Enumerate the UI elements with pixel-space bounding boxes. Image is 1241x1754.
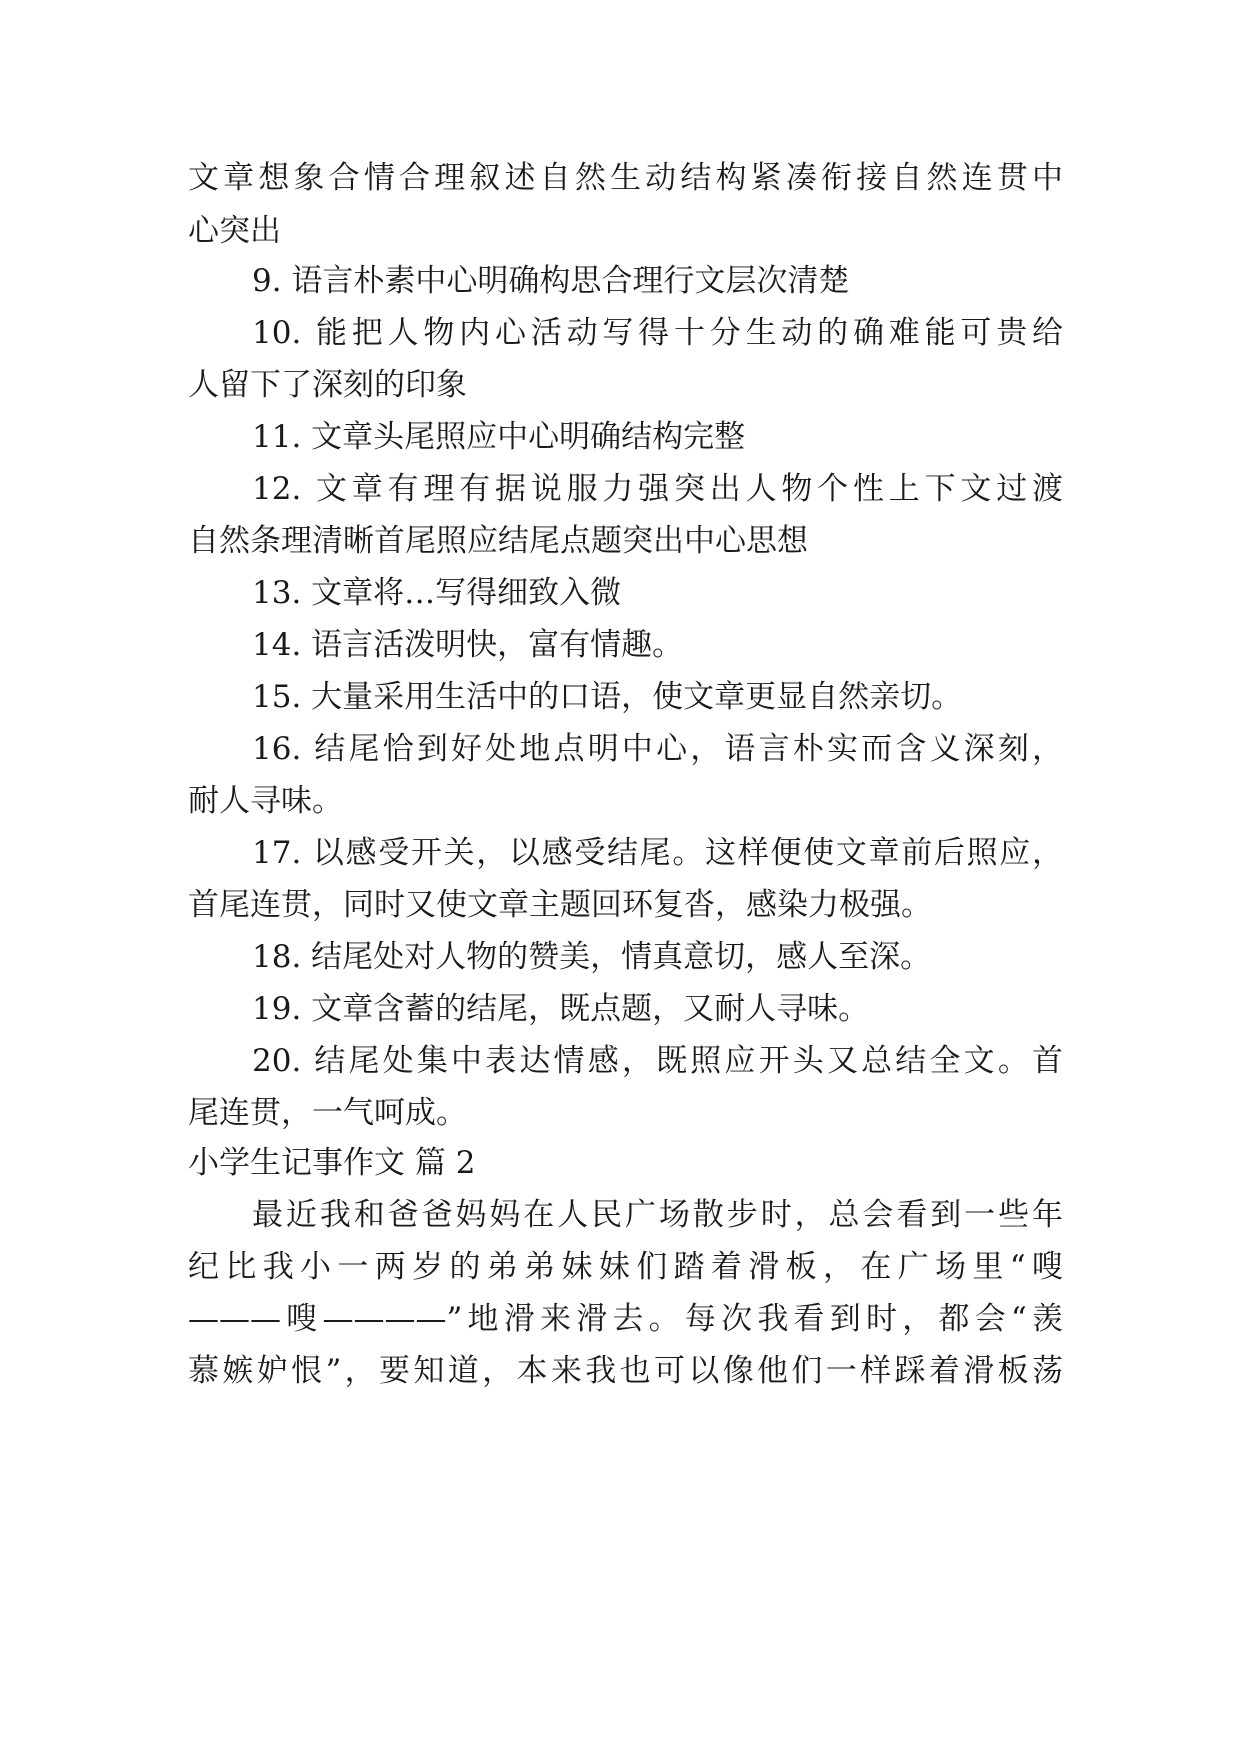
text-line: 自然条理清晰首尾照应结尾点题突出中心思想	[188, 523, 808, 559]
text-line: 尾连贯，一气呵成。	[188, 1095, 467, 1131]
list-item-15: 15. 大量采用生活中的口语，使文章更显自然亲切。	[252, 679, 963, 715]
list-item-20: 20. 结尾处集中表达情感，既照应开头又总结全文。首	[252, 1043, 1063, 1079]
list-item-11: 11. 文章头尾照应中心明确结构完整	[252, 419, 746, 455]
list-item-16: 16. 结尾恰到好处地点明中心，语言朴实而含义深刻，	[252, 731, 1063, 767]
list-item-19: 19. 文章含蓄的结尾，既点题，又耐人寻味。	[252, 991, 870, 1027]
paragraph-line: 纪比我小一两岁的弟弟妹妹们踏着滑板，在广场里“嗖	[188, 1249, 1063, 1285]
text-line: 心突出	[188, 213, 281, 249]
list-item-10: 10. 能把人物内心活动写得十分生动的确难能可贵给	[252, 315, 1063, 351]
text-line: 人留下了深刻的印象	[188, 367, 467, 403]
list-item-9: 9. 语言朴素中心明确构思合理行文层次清楚	[252, 263, 850, 299]
text-line: 耐人寻味。	[188, 783, 343, 819]
paragraph-line: 慕嫉妒恨”，要知道，本来我也可以像他们一样踩着滑板荡	[188, 1353, 1063, 1389]
text-line: 首尾连贯，同时又使文章主题回环复沓，感染力极强。	[188, 887, 932, 923]
list-item-18: 18. 结尾处对人物的赞美，情真意切，感人至深。	[252, 939, 932, 975]
list-item-14: 14. 语言活泼明快，富有情趣。	[252, 627, 684, 663]
list-item-13: 13. 文章将…写得细致入微	[252, 575, 622, 611]
list-item-12: 12. 文章有理有据说服力强突出人物个性上下文过渡	[252, 471, 1063, 507]
list-item-17: 17. 以感受开关，以感受结尾。这样便使文章前后照应，	[252, 835, 1063, 871]
paragraph-line: 最近我和爸爸妈妈在人民广场散步时，总会看到一些年	[252, 1197, 1063, 1233]
paragraph-line: ———嗖————”地滑来滑去。每次我看到时，都会“羡	[188, 1301, 1063, 1337]
text-line: 文章想象合情合理叙述自然生动结构紧凑衔接自然连贯中	[188, 160, 1063, 196]
section-heading: 小学生记事作文 篇 2	[188, 1145, 476, 1181]
